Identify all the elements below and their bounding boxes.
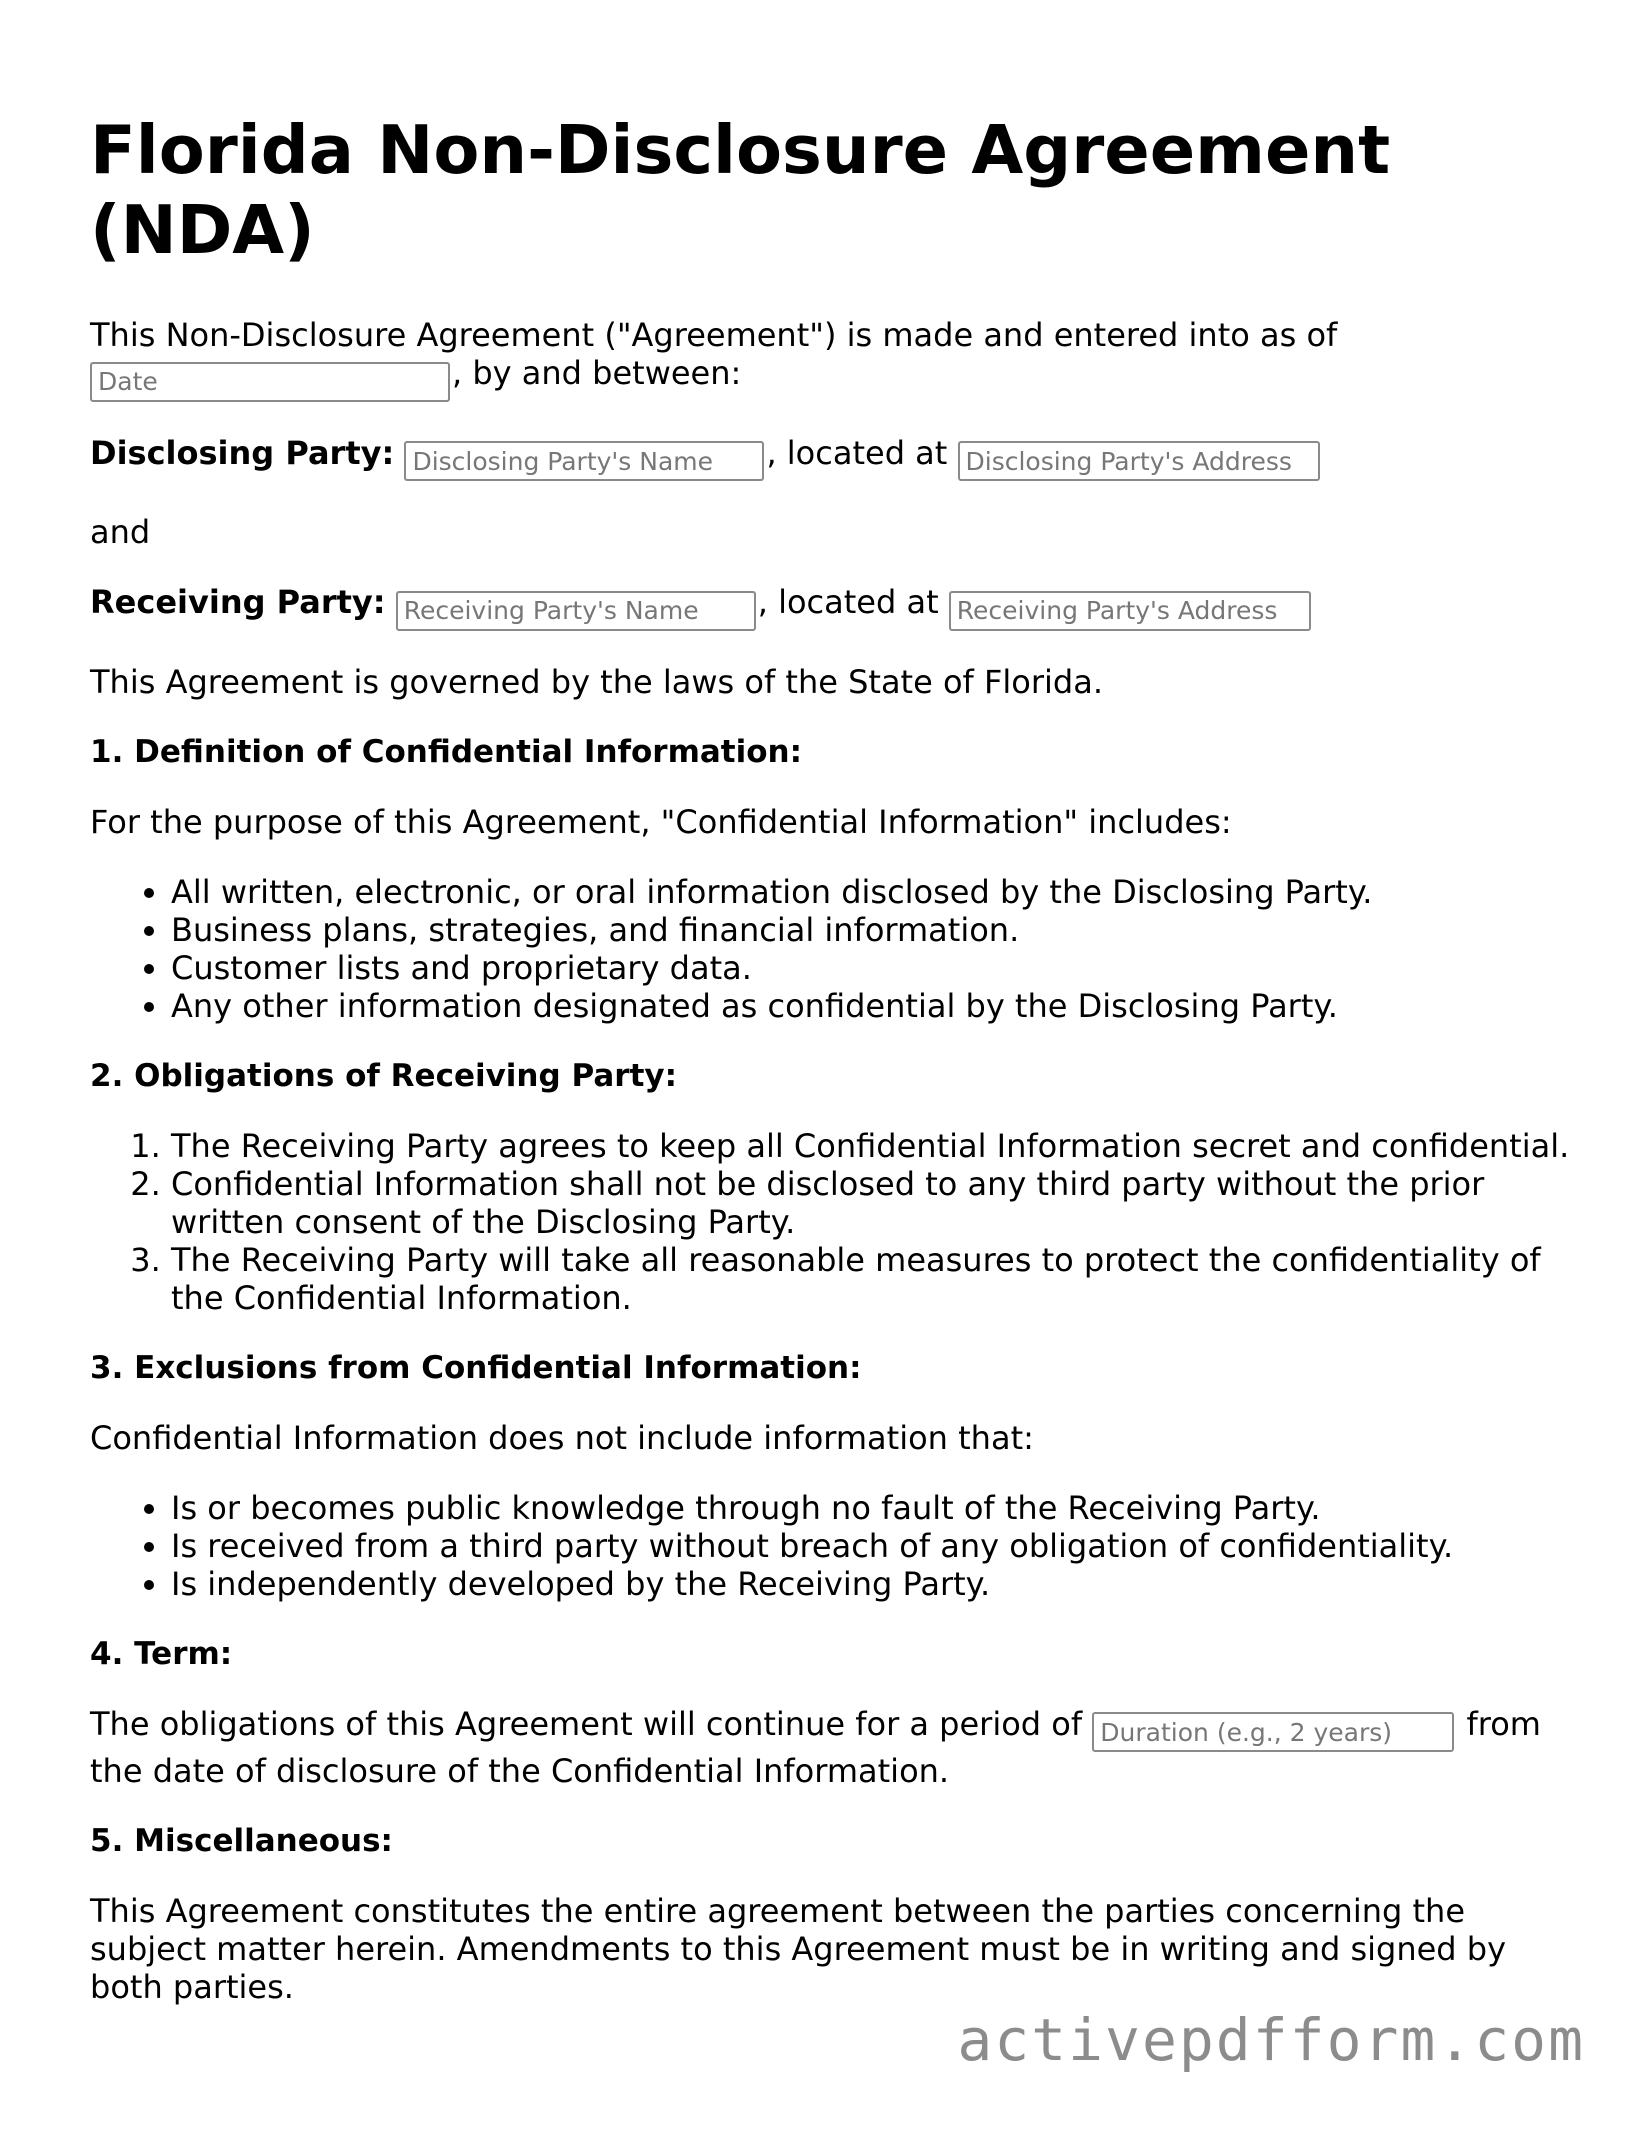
section-1-heading: 1. Definition of Confidential Information: xyxy=(90,733,803,770)
disclosing-located-text: , located at xyxy=(766,433,948,472)
disclosing-party-label: Disclosing Party: xyxy=(90,433,395,472)
page-title: Florida Non-Disclosure Agreement (NDA) xyxy=(90,111,1391,269)
section-4-heading: 4. Term: xyxy=(90,1635,233,1672)
date-field[interactable] xyxy=(90,362,450,402)
section-3-intro: Confidential Information does not include information that: xyxy=(90,1418,1034,1457)
disclosing-party-name-field[interactable] xyxy=(404,441,764,481)
receiving-party-line xyxy=(90,583,1570,631)
section-4-text xyxy=(90,1705,1570,1791)
list-item: • Is independently developed by the Receiving Party. xyxy=(171,1565,1570,1603)
section-2-heading: 2. Obligations of Receiving Party: xyxy=(90,1057,678,1094)
and-text: and xyxy=(90,513,151,551)
section-5-text: This Agreement constitutes the entire agreement between the parties concerning the subject matter herein. Amendments to this Agreement must be in writing and signed by both parties. xyxy=(90,1892,1507,2006)
disclosing-party-address-field[interactable] xyxy=(958,441,1320,481)
governing-law-text: This Agreement is governed by the laws of the State of Florida. xyxy=(90,662,1103,701)
document-page xyxy=(90,110,1570,2038)
receiving-located-text: , located at xyxy=(757,583,939,621)
duration-field[interactable] xyxy=(1092,1712,1454,1752)
section-2-list xyxy=(90,1127,1570,1317)
section-1-intro: For the purpose of this Agreement, "Confidential Information" includes: xyxy=(90,802,1232,841)
receiving-party-label: Receiving Party: xyxy=(90,583,386,621)
list-item: 3. The Receiving Party will take all reasonable measures to protect the confidentiality of the Confidential Information. xyxy=(171,1241,1570,1317)
list-item: • Is received from a third party without breach of any obligation of confidentiality. xyxy=(171,1527,1570,1565)
list-item: 2. Confidential Information shall not be disclosed to any third party without the prior written consent of the Disclosing Party. xyxy=(171,1165,1570,1241)
section-1-list xyxy=(90,873,1570,1025)
list-item: • Any other information designated as confidential by the Disclosing Party. xyxy=(171,987,1570,1025)
receiving-party-address-field[interactable] xyxy=(949,591,1311,631)
section-4-text-before: The obligations of this Agreement will continue for a period of xyxy=(90,1704,1083,1743)
receiving-party-name-field[interactable] xyxy=(396,591,756,631)
list-item: 1. The Receiving Party agrees to keep all Confidential Information secret and confidential. xyxy=(171,1127,1570,1165)
list-item: • Business plans, strategies, and financial information. xyxy=(171,911,1570,949)
list-item: • Is or becomes public knowledge through no fault of the Receiving Party. xyxy=(171,1489,1570,1527)
section-3-list xyxy=(90,1489,1570,1603)
list-item: • Customer lists and proprietary data. xyxy=(171,949,1570,987)
disclosing-party-line xyxy=(90,434,1570,482)
section-5-heading: 5. Miscellaneous: xyxy=(90,1823,393,1859)
list-item: • All written, electronic, or oral information disclosed by the Disclosing Party. xyxy=(171,873,1570,911)
section-4-text-after: from the date of disclosure of the Confidential Information. xyxy=(90,1704,1541,1790)
intro-text-before: This Non-Disclosure Agreement ("Agreement") is made and entered into as of xyxy=(90,316,1338,354)
intro-paragraph xyxy=(90,316,1570,402)
watermark: activepdfform.com xyxy=(957,2006,1585,2074)
intro-text-after: , by and between: xyxy=(452,354,742,392)
section-3-heading: 3. Exclusions from Confidential Information: xyxy=(90,1349,862,1386)
